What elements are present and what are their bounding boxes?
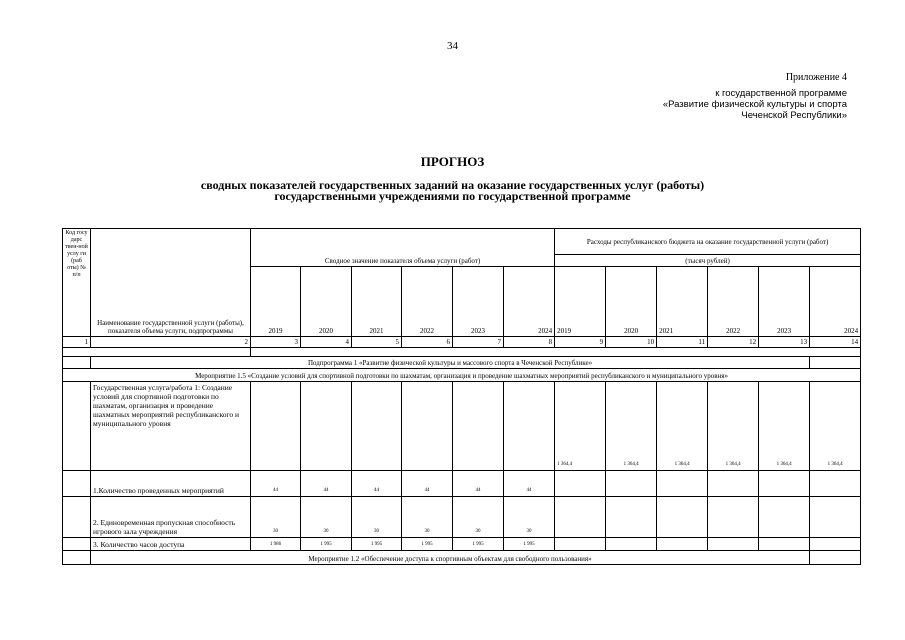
header-name: Наименование государственной услуги (работы), показателя объема услуги, подпрограммы (91, 229, 251, 337)
measure-title: Мероприятие 1.2 «Обеспечение доступа к спортивным объектам для свободного пользования» (91, 551, 810, 565)
indicator-value: 1 995 (402, 538, 453, 551)
year-cell: 2021 (352, 267, 402, 337)
expense-cell: 1 364,4 (555, 382, 606, 471)
appendix-title: Приложение 4 (785, 72, 847, 83)
indicator-value: 30 (504, 497, 555, 538)
indicator-value: 44 (402, 471, 453, 497)
indicator-value: 44 (251, 471, 301, 497)
indicator-value: 30 (352, 497, 402, 538)
year-cell: 2019 (555, 267, 606, 337)
indicator-value: 1 995 (301, 538, 352, 551)
header-code: Код госу дарс твен-ной услу ги (раб оты) № п/п (63, 229, 91, 337)
indicator-value: 44 (453, 471, 504, 497)
appendix-block (527, 72, 847, 121)
document-title: ПРОГНОЗ (420, 154, 485, 169)
appendix-line: Чеченской Республики» (741, 110, 847, 121)
appendix-line: «Развитие физической культуры и спорта (662, 99, 847, 110)
col-number: 8 (504, 337, 555, 348)
indicator-value: 1 995 (453, 538, 504, 551)
year-cell: 2023 (453, 267, 504, 337)
indicator-name: 1.Количество проведенных мероприятий (91, 471, 251, 497)
col-number: 13 (759, 337, 810, 348)
measure-title: Мероприятие 1.5 «Создание условий для спортивной подготовки по шахматам, организация и проведение шахматных мероприятий республиканского и муниципального уровня» (63, 369, 861, 382)
measure-row (63, 551, 861, 565)
indicator-name: 3. Количество часов доступа (91, 538, 251, 551)
header-expense-group: Расходы республиканского бюджета на оказание государственной услуги (работ) (555, 229, 861, 255)
col-number: 9 (555, 337, 606, 348)
service-name: Государственная услуга/работа 1: Создание условий для спортивной подготовки по шахматам, организация и проведение шахматных мероприятий республиканского и муниципального уровня (91, 382, 251, 471)
document-subtitle-line1: сводных показателей государственных заданий на оказание государственных услуг (работы) (200, 178, 705, 192)
expense-cell: 1 364,4 (810, 382, 861, 471)
expense-cell: 1 364,4 (759, 382, 810, 471)
col-number: 14 (810, 337, 861, 348)
column-numbers-row (63, 337, 861, 348)
col-number: 1 (63, 337, 91, 348)
document-heading (0, 154, 905, 202)
indicator-value: 30 (251, 497, 301, 538)
expense-cell: 1 364,4 (606, 382, 657, 471)
indicator-name: 2. Единовременная пропускная способность игрового зала учреждения (91, 497, 251, 538)
subprogram-title: Подпрограмма 1 «Развитие физической культуры и массового спорта в Чеченской Республике» (91, 357, 810, 369)
col-number: 12 (708, 337, 759, 348)
year-cell: 2022 (708, 267, 759, 337)
year-cell: 2022 (402, 267, 453, 337)
header-expense-unit: (тысяч рублей) (555, 255, 861, 267)
service-row (63, 382, 861, 471)
indicator-value: 44 (352, 471, 402, 497)
indicator-value: 44 (504, 471, 555, 497)
col-number: 4 (301, 337, 352, 348)
indicator-value: 30 (301, 497, 352, 538)
year-cell: 2020 (606, 267, 657, 337)
expense-cell: 1 364,4 (708, 382, 759, 471)
appendix-lines (527, 88, 847, 121)
subprogram-row (63, 357, 861, 369)
col-number: 3 (251, 337, 301, 348)
appendix-line: к государственной программе (715, 88, 847, 99)
indicator-value: 1 995 (504, 538, 555, 551)
col-number: 2 (91, 337, 251, 348)
year-cell: 2023 (759, 267, 810, 337)
indicator-value: 44 (301, 471, 352, 497)
indicator-value: 1 986 (251, 538, 301, 551)
indicator-row (63, 538, 861, 551)
year-cell: 2020 (301, 267, 352, 337)
expense-cell: 1 364,4 (657, 382, 708, 471)
header-volume-group: Сводное значение показателя объема услуги (работ) (251, 229, 555, 267)
measure-row (63, 369, 861, 382)
header-row (63, 229, 861, 255)
year-cell: 2021 (657, 267, 708, 337)
page-number: 34 (447, 40, 458, 52)
spacer-row (63, 348, 861, 357)
indicator-row (63, 497, 861, 538)
col-number: 7 (453, 337, 504, 348)
col-number: 11 (657, 337, 708, 348)
year-cell: 2024 (504, 267, 555, 337)
col-number: 5 (352, 337, 402, 348)
year-cell: 2019 (251, 267, 301, 337)
indicator-value: 30 (453, 497, 504, 538)
col-number: 10 (606, 337, 657, 348)
indicator-value: 30 (402, 497, 453, 538)
col-number: 6 (402, 337, 453, 348)
indicator-row (63, 471, 861, 497)
indicator-value: 1 995 (352, 538, 402, 551)
document-subtitle-line2: государственными учреждениями по государственной программе (274, 189, 631, 203)
forecast-table (62, 228, 861, 565)
year-cell: 2024 (810, 267, 861, 337)
